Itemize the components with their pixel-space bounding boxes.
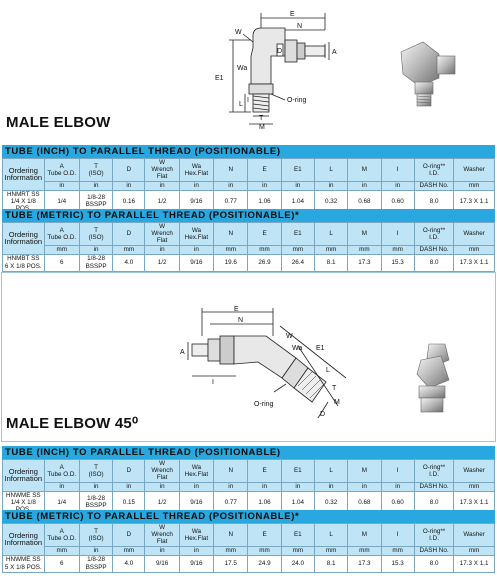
unit-cell: DASH No. <box>414 482 454 491</box>
section-title-male-elbow-45: MALE ELBOW 45⁰ <box>6 415 139 432</box>
header-ordering: Ordering Information <box>3 223 45 255</box>
header-l: L <box>314 460 347 483</box>
table-unit-row <box>3 245 495 254</box>
unit-cell: mm <box>113 546 145 555</box>
cell-n: 17.5 <box>214 555 248 572</box>
table-header-row <box>3 524 495 547</box>
unit-cell: mm <box>214 245 248 254</box>
table-header-row <box>3 223 495 246</box>
spec-table-metric <box>2 222 495 272</box>
unit-cell: mm <box>113 245 145 254</box>
header-n: N <box>214 524 248 547</box>
table-band-inch: TUBE (INCH) TO PARALLEL THREAD (POSITIONABLE) <box>2 145 495 158</box>
table-header-row <box>3 159 495 182</box>
unit-cell: mm <box>248 245 281 254</box>
unit-cell: in <box>248 181 281 190</box>
cell-w: 1/2 <box>145 491 179 514</box>
unit-cell: in <box>214 181 248 190</box>
cell-d: 4.0 <box>113 555 145 572</box>
header-d: D <box>113 159 145 182</box>
header-t: T (ISO) <box>79 524 112 547</box>
cell-d: 4.0 <box>113 254 145 271</box>
header-a: A Tube O.D. <box>44 223 79 246</box>
cell-m: 0.68 <box>348 190 381 213</box>
spec-table-inch-45 <box>2 459 495 514</box>
unit-cell: mm <box>454 245 495 254</box>
cell-t: 1/8-28 BSSPP <box>79 491 112 514</box>
cell-a: 1/4 <box>44 491 79 514</box>
dim-label-m: M <box>259 124 265 130</box>
header-n: N <box>214 460 248 483</box>
cell-washer: 17.3 X 1.1 <box>454 491 495 514</box>
unit-cell: in <box>314 181 347 190</box>
header-oring: O-ring** I.D. <box>414 159 454 182</box>
cell-oring: 8.0 <box>414 555 454 572</box>
header-e1: E1 <box>281 524 314 547</box>
cell-e1: 26.4 <box>281 254 314 271</box>
table-row <box>3 555 495 572</box>
cell-ordering: HNMRT SS 1/4 X 1/8 <box>3 190 45 213</box>
unit-cell: mm <box>348 245 381 254</box>
cell-wa: 9/16 <box>179 555 213 572</box>
male-elbow-45-photo <box>405 340 463 416</box>
header-l: L <box>314 524 347 547</box>
header-e1: E1 <box>281 223 314 246</box>
cell-washer: 17.3 X 1.1 <box>454 254 495 271</box>
header-e: E <box>248 524 281 547</box>
unit-cell: in <box>281 181 314 190</box>
unit-cell: in <box>44 181 79 190</box>
header-m: M <box>348 460 381 483</box>
unit-cell: DASH No. <box>414 181 454 190</box>
dim-label-e1: E1 <box>316 345 325 352</box>
cell-ordering: HNMBT SS 6 X 1/8 POS. <box>3 254 45 271</box>
table-unit-row <box>3 181 495 190</box>
unit-cell: mm <box>381 546 414 555</box>
header-l: L <box>314 223 347 246</box>
unit-cell: mm <box>44 245 79 254</box>
cell-t: 1/8-28 BSSPP <box>79 555 112 572</box>
cell-oring: 8.0 <box>414 190 454 213</box>
cell-w: 1/2 <box>145 190 179 213</box>
unit-cell: in <box>145 482 179 491</box>
unit-cell: in <box>44 482 79 491</box>
cell-e1: 1.04 <box>281 491 314 514</box>
dim-label-w: W <box>235 29 242 36</box>
unit-cell: in <box>179 245 213 254</box>
header-n: N <box>214 223 248 246</box>
unit-cell: mm <box>44 546 79 555</box>
cell-ordering: HNWME SS 1/4 X 1/8 <box>3 491 45 514</box>
unit-cell: mm <box>314 546 347 555</box>
cell-oring: 8.0 <box>414 491 454 514</box>
header-e: E <box>248 223 281 246</box>
header-a: A Tube O.D. <box>44 524 79 547</box>
header-w: W Wrench Flat <box>145 159 179 182</box>
header-e1: E1 <box>281 159 314 182</box>
cell-e: 1.06 <box>248 491 281 514</box>
table-row <box>3 254 495 271</box>
cell-l: 0.32 <box>314 190 347 213</box>
cell-oring: 8.0 <box>414 254 454 271</box>
dim-label-a: A <box>180 349 185 356</box>
cell-ordering: HNWME SS 5 X 1/8 POS. <box>3 555 45 572</box>
cell-i: 15.3 <box>381 254 414 271</box>
header-oring: O-ring** I.D. <box>414 223 454 246</box>
cell-d: 0.15 <box>113 491 145 514</box>
unit-cell: in <box>145 181 179 190</box>
header-i: I <box>381 524 414 547</box>
dim-label-wa: Wa <box>237 65 248 72</box>
cell-m: 17.3 <box>348 254 381 271</box>
header-wa: Wa Hex.Flat <box>179 159 213 182</box>
dim-label-e: E <box>234 306 239 313</box>
dim-label-a: A <box>332 49 337 56</box>
header-a: A Tube O.D. <box>44 159 79 182</box>
header-washer: Washer <box>454 460 495 483</box>
dim-label-oring: O-ring <box>287 97 307 104</box>
unit-cell: in <box>179 181 213 190</box>
cell-a: 6 <box>44 254 79 271</box>
dim-label-wa: Wa <box>292 345 303 352</box>
cell-m: 17.3 <box>348 555 381 572</box>
male-elbow-45-diagram <box>178 306 353 424</box>
spec-table-metric-45 <box>2 523 495 573</box>
header-ordering: Ordering Information <box>3 159 45 191</box>
cell-w: 9/16 <box>145 555 179 572</box>
dim-label-d: D <box>277 48 283 55</box>
dim-label-w: W <box>286 333 293 340</box>
cell-wa: 9/16 <box>179 254 213 271</box>
header-wa: Wa Hex.Flat <box>179 524 213 547</box>
header-w: W Wrench Flat <box>145 460 179 483</box>
unit-cell: in <box>381 482 414 491</box>
unit-cell: in <box>381 181 414 190</box>
header-i: I <box>381 159 414 182</box>
header-w: W Wrench Flat <box>145 223 179 246</box>
unit-cell: in <box>113 482 145 491</box>
cell-d: 0.16 <box>113 190 145 213</box>
cell-i: 0.60 <box>381 491 414 514</box>
header-i: I <box>381 460 414 483</box>
cell-washer: 17.3 X 1.1 <box>454 190 495 213</box>
table-band-inch-45: TUBE (INCH) TO PARALLEL THREAD (POSITIONABLE) <box>2 446 495 459</box>
unit-cell: mm <box>454 181 495 190</box>
cell-l: 8.1 <box>314 254 347 271</box>
cell-wa: 9/16 <box>179 491 213 514</box>
header-m: M <box>348 159 381 182</box>
header-n: N <box>214 159 248 182</box>
header-washer: Washer <box>454 524 495 547</box>
dim-label-oring: O-ring <box>254 401 274 408</box>
cell-n: 0.77 <box>214 190 248 213</box>
cell-washer: 17.3 X 1.1 <box>454 555 495 572</box>
unit-cell: in <box>248 482 281 491</box>
header-ordering: Ordering Information <box>3 524 45 556</box>
unit-cell: in <box>179 482 213 491</box>
header-t: T (ISO) <box>79 159 112 182</box>
header-t: T (ISO) <box>79 223 112 246</box>
dim-label-n: N <box>297 23 303 30</box>
spec-table-inch <box>2 158 495 213</box>
male-elbow-diagram <box>205 8 345 130</box>
unit-cell: DASH No. <box>414 546 454 555</box>
unit-cell: in <box>145 245 179 254</box>
dim-label-m: M <box>334 399 340 406</box>
cell-a: 6 <box>44 555 79 572</box>
unit-cell: in <box>79 181 112 190</box>
header-d: D <box>113 223 145 246</box>
unit-cell: in <box>281 482 314 491</box>
dim-label-n: N <box>238 317 244 324</box>
table-band-metric: TUBE (METRIC) TO PARALLEL THREAD (POSITIONABLE)* <box>2 209 495 222</box>
unit-cell: mm <box>281 245 314 254</box>
cell-n: 19.6 <box>214 254 248 271</box>
unit-cell: in <box>145 546 179 555</box>
header-e: E <box>248 460 281 483</box>
unit-cell: DASH No. <box>414 245 454 254</box>
header-d: D <box>113 524 145 547</box>
header-wa: Wa Hex.Flat <box>179 460 213 483</box>
unit-cell: mm <box>314 245 347 254</box>
dim-label-i: I <box>212 379 214 386</box>
unit-cell: mm <box>281 546 314 555</box>
header-m: M <box>348 524 381 547</box>
unit-cell: mm <box>454 482 495 491</box>
dim-label-i: I <box>247 97 249 104</box>
header-wa: Wa Hex.Flat <box>179 223 213 246</box>
header-d: D <box>113 460 145 483</box>
cell-m: 0.68 <box>348 491 381 514</box>
unit-cell: in <box>179 546 213 555</box>
dim-label-e: E <box>290 11 295 18</box>
unit-cell: mm <box>348 546 381 555</box>
header-l: L <box>314 159 347 182</box>
unit-cell: mm <box>248 546 281 555</box>
unit-cell: mm <box>214 546 248 555</box>
table-band-metric-45: TUBE (METRIC) TO PARALLEL THREAD (POSITIONABLE)* <box>2 510 495 523</box>
unit-cell: mm <box>381 245 414 254</box>
dim-label-l: L <box>239 101 243 108</box>
cell-e1: 24.0 <box>281 555 314 572</box>
section-title-male-elbow: MALE ELBOW <box>6 114 111 131</box>
cell-e: 24.9 <box>248 555 281 572</box>
header-ordering: Ordering Information <box>3 460 45 492</box>
cell-wa: 9/16 <box>179 190 213 213</box>
header-m: M <box>348 223 381 246</box>
unit-cell: in <box>79 546 112 555</box>
header-e: E <box>248 159 281 182</box>
cell-l: 8.1 <box>314 555 347 572</box>
cell-e: 1.06 <box>248 190 281 213</box>
unit-cell: in <box>79 482 112 491</box>
header-oring: O-ring** I.D. <box>414 460 454 483</box>
cell-e: 26.9 <box>248 254 281 271</box>
cell-t: 1/8-28 BSSPP <box>79 254 112 271</box>
dim-label-t: T <box>332 385 337 392</box>
table-header-row <box>3 460 495 483</box>
unit-cell: in <box>79 245 112 254</box>
header-i: I <box>381 223 414 246</box>
dim-label-d: D <box>320 411 326 418</box>
header-washer: Washer <box>454 159 495 182</box>
dim-label-t: T <box>259 115 264 122</box>
table-unit-row <box>3 482 495 491</box>
table-unit-row <box>3 546 495 555</box>
unit-cell: in <box>348 482 381 491</box>
header-a: A Tube O.D. <box>44 460 79 483</box>
cell-w: 1/2 <box>145 254 179 271</box>
cell-l: 0.32 <box>314 491 347 514</box>
unit-cell: in <box>314 482 347 491</box>
unit-cell: in <box>214 482 248 491</box>
header-washer: Washer <box>454 223 495 246</box>
header-oring: O-ring** I.D. <box>414 524 454 547</box>
cell-t: 1/8-28 BSSPP <box>79 190 112 213</box>
header-t: T (ISO) <box>79 460 112 483</box>
unit-cell: in <box>348 181 381 190</box>
male-elbow-photo <box>393 38 463 110</box>
header-e1: E1 <box>281 460 314 483</box>
unit-cell: mm <box>454 546 495 555</box>
dim-label-l: L <box>326 367 330 374</box>
cell-a: 1/4 <box>44 190 79 213</box>
cell-i: 15.3 <box>381 555 414 572</box>
cell-n: 0.77 <box>214 491 248 514</box>
dim-label-e1: E1 <box>215 75 224 82</box>
cell-e1: 1.04 <box>281 190 314 213</box>
header-w: W Wrench Flat <box>145 524 179 547</box>
unit-cell: in <box>113 181 145 190</box>
cell-i: 0.60 <box>381 190 414 213</box>
